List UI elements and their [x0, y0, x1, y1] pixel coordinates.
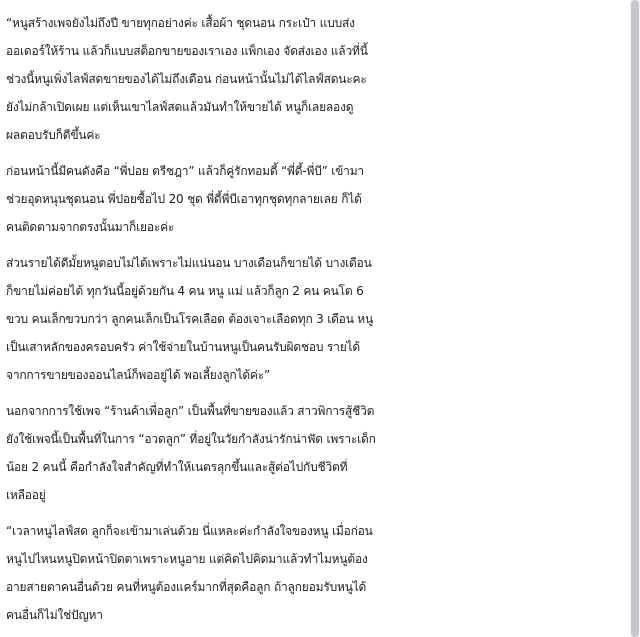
text-line: จากการขายของออนไลน์ก็พออยู่ได้ พอเลี้ยงลูกได้ค่ะ” — [6, 368, 270, 382]
text-line: เหลืออยู่ — [6, 488, 46, 502]
text-line: คนติดตามจากตรงนั้นมาก็เยอะค่ะ — [6, 220, 175, 234]
text-line: ส่วนรายได้ดีมั้ยหนูตอบไม่ได้เพราะไม่แน่นอน บางเดือนก็ขายได้ บางเดือน — [6, 256, 372, 270]
text-line: หนูไปไหนหนูปิดหน้าปิดตาเพราะหนูอาย แต่คิดไปคิดมาแล้วทำไมหนูต้อง — [6, 552, 368, 566]
text-line: ออเดอร์ให้ร้าน แล้วก็แบบสต็อกขายของเราเอง แพ็กเอง จัดส่งเอง แล้วที่นี้ — [6, 44, 368, 58]
text-line: ยังใช้เพจนี้เป็นพื้นที่ในการ “อวดลูก” ที่อยู่ในวัยกำลังน่ารักน่าฟัด เพราะเด็ก — [6, 432, 376, 446]
paragraph — [6, 517, 628, 629]
text-line: ยังไม่กล้าเปิดเผย แต่เห็นเขาไลฟ์สดแล้วมันทำให้ขายได้ หนูก็เลยลองดู — [6, 100, 354, 114]
scrollbar-thumb[interactable] — [631, 0, 639, 637]
text-line: ก็ขายไม่ค่อยได้ ทุกวันนี้อยู่ด้วยกัน 4 คน หนู แม่ แล้วก็ลูก 2 คน คนโต 6 — [6, 284, 364, 298]
text-line: เป็นเสาหลักของครอบครัว ค่าใช้จ่ายในบ้านหนูเป็นคนรับผิดชอบ รายได้ — [6, 340, 360, 354]
text-line: อายสายตาคนอื่นด้วย คนที่หนูต้องแคร์มากที่สุดคือลูก ถ้าลูกยอมรับหนูได้ — [6, 580, 367, 594]
paragraph — [6, 157, 628, 241]
text-line: “เวลาหนูไลฟ์สด ลูกก็จะเข้ามาเล่นด้วย นี่แหละค่ะกำลังใจของหนู เมื่อก่อน — [6, 524, 373, 538]
paragraph — [6, 249, 628, 389]
text-line: “หนูสร้างเพจยังไม่ถึงปี ขายทุกอย่างค่ะ เสื้อผ้า ชุดนอน กระเป๋า แบบส่ง — [6, 16, 355, 30]
text-line: นอกจากการใช้เพจ “ร้านค้าเพื่อลูก” เป็นพื้นที่ขายของแล้ว สาวพิการสู้ชีวิต — [6, 404, 375, 418]
paragraph — [6, 397, 628, 509]
text-line: ขวบ คนเล็กขวบกว่า ลูกคนเล็กเป็นโรคเลือด ต้องเจาะเลือดทุก 3 เดือน หนู — [6, 312, 374, 326]
text-line: น้อย 2 คนนี้ คือกำลังใจสำคัญที่ทำให้เนตรลุกขึ้นและสู้ต่อไปกับชีวิตที่ — [6, 460, 348, 474]
text-line: ช่วยอุดหนุนชุดนอน พี่ปอยซื้อไป 20 ชุด พี่ดี้พี่บีเอาทุกชุดทุกลายเลย ก็ได้ — [6, 192, 362, 206]
text-line: คนอื่นก็ไม่ใช่ปัญหา — [6, 608, 103, 622]
paragraph — [6, 9, 628, 149]
text-line: ช่วงนี้หนูเพิ่งไลฟ์สดขายของได้ไม่ถึงเดือน ก่อนหน้านั้นไม่ได้ไลฟ์สดนะคะ — [6, 72, 367, 86]
scrollbar[interactable] — [630, 0, 640, 637]
text-line: ผลตอบรับก็ดีขึ้นค่ะ — [6, 128, 101, 142]
text-line: ก่อนหน้านี้มีคนดังคือ “พี่ปอย ตรีชฎา” แล้วก็คู่รักทอมดี้ “พี่ดี้-พี่บี” เข้ามา — [6, 164, 364, 178]
